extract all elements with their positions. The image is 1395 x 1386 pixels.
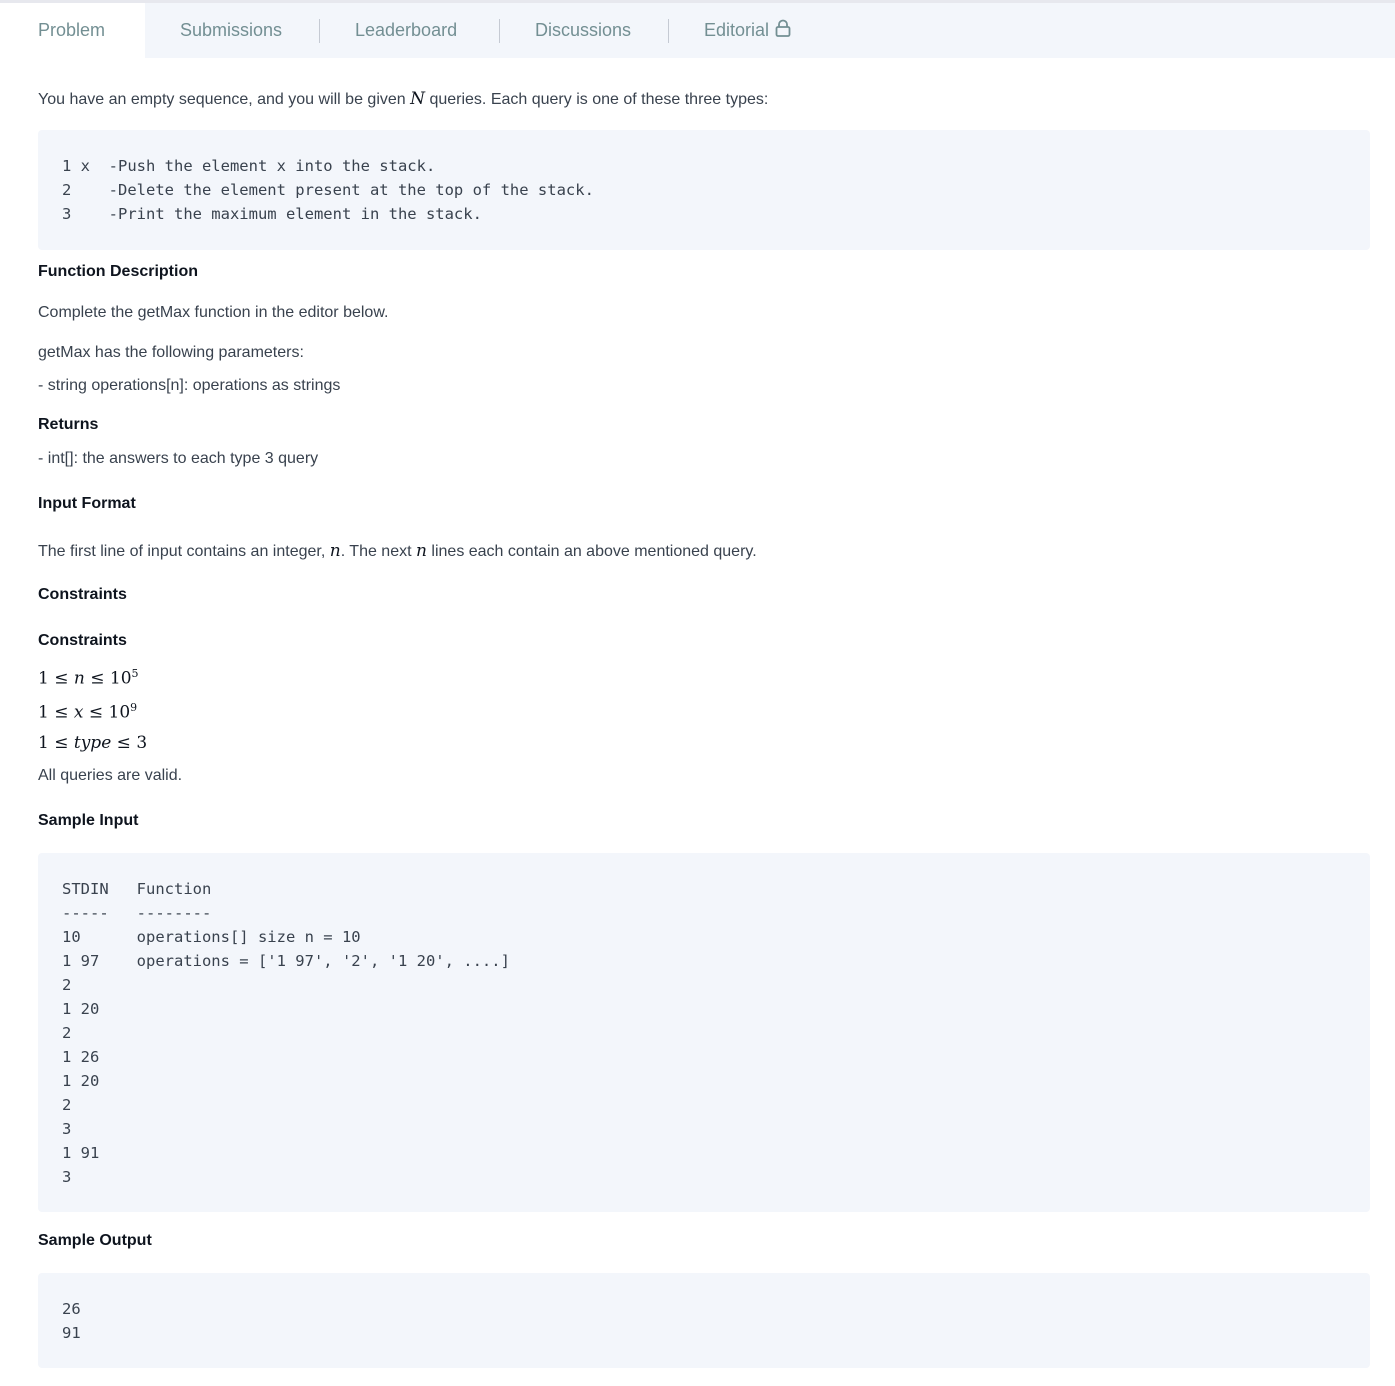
- constraints-note: All queries are valid.: [38, 767, 183, 784]
- code-line: 1 97 operations = ['1 97', '2', '1 20', ....]: [62, 952, 510, 970]
- sample-output-code: [38, 1273, 1370, 1368]
- intro-text: You have an empty sequence, and you will be given N queries. Each query is one of these three types:: [38, 89, 769, 109]
- parameters-text: getMax has the following parameters:: [38, 344, 304, 361]
- code-line: 3: [62, 1168, 72, 1186]
- code-line: ----- --------: [62, 904, 212, 922]
- tab-problem[interactable]: [0, 3, 145, 58]
- input-format-text: The first line of input contains an integer, n. The next n lines each contain an above mentioned query.: [38, 541, 757, 561]
- code-line: 10 operations[] size n = 10: [62, 928, 361, 946]
- sample-output-heading: Sample Output: [38, 1232, 152, 1249]
- code-line: 1 20: [62, 1000, 100, 1018]
- constraint-type: 1 ≤ type ≤ 3: [38, 733, 148, 753]
- constraints-subheading: Constraints: [38, 632, 127, 649]
- tab-label: Problem: [38, 20, 106, 40]
- sample-input-code: [38, 853, 1370, 1212]
- returns-text: - int[]: the answers to each type 3 query: [38, 450, 319, 467]
- code-line: 1 26: [62, 1048, 100, 1066]
- parameter-item: - string operations[n]: operations as strings: [38, 377, 341, 394]
- tab-discussions[interactable]: [500, 19, 669, 43]
- code-line: 2: [62, 1024, 72, 1042]
- tab-leaderboard[interactable]: [320, 19, 500, 43]
- code-line: 1 x -Push the element x into the stack.: [62, 157, 436, 175]
- constraints-heading: Constraints: [38, 586, 127, 603]
- tab-editorial[interactable]: [669, 3, 791, 58]
- tab-label: Discussions: [535, 20, 632, 40]
- tab-bar: [0, 3, 1395, 58]
- code-line: STDIN Function: [62, 880, 212, 898]
- constraint-n: $1 \le n \le 10^5$: [38, 667, 139, 689]
- code-line: 91: [62, 1324, 81, 1342]
- tab-label: Leaderboard: [355, 20, 458, 40]
- sample-input-heading: Sample Input: [38, 812, 139, 829]
- query-types-code: [38, 130, 1370, 250]
- tab-label: Editorial: [704, 20, 770, 40]
- tab-label: Submissions: [180, 20, 283, 40]
- function-description-heading: Function Description: [38, 263, 198, 280]
- var-N: N: [410, 89, 425, 109]
- code-line: 2: [62, 1096, 72, 1114]
- code-line: 2: [62, 976, 72, 994]
- code-line: 3: [62, 1120, 72, 1138]
- code-line: 1 91: [62, 1144, 100, 1162]
- lock-icon: [775, 19, 791, 42]
- input-format-heading: Input Format: [38, 495, 136, 512]
- function-description-text: Complete the getMax function in the editor below.: [38, 304, 389, 321]
- constraint-x: $1 \le x \le 10^9$: [38, 701, 138, 723]
- code-line: 3 -Print the maximum element in the stack.: [62, 205, 482, 223]
- code-line: 2 -Delete the element present at the top of the stack.: [62, 181, 594, 199]
- returns-heading: Returns: [38, 416, 99, 433]
- tab-submissions[interactable]: [145, 19, 320, 43]
- code-line: 1 20: [62, 1072, 100, 1090]
- code-line: 26: [62, 1300, 81, 1318]
